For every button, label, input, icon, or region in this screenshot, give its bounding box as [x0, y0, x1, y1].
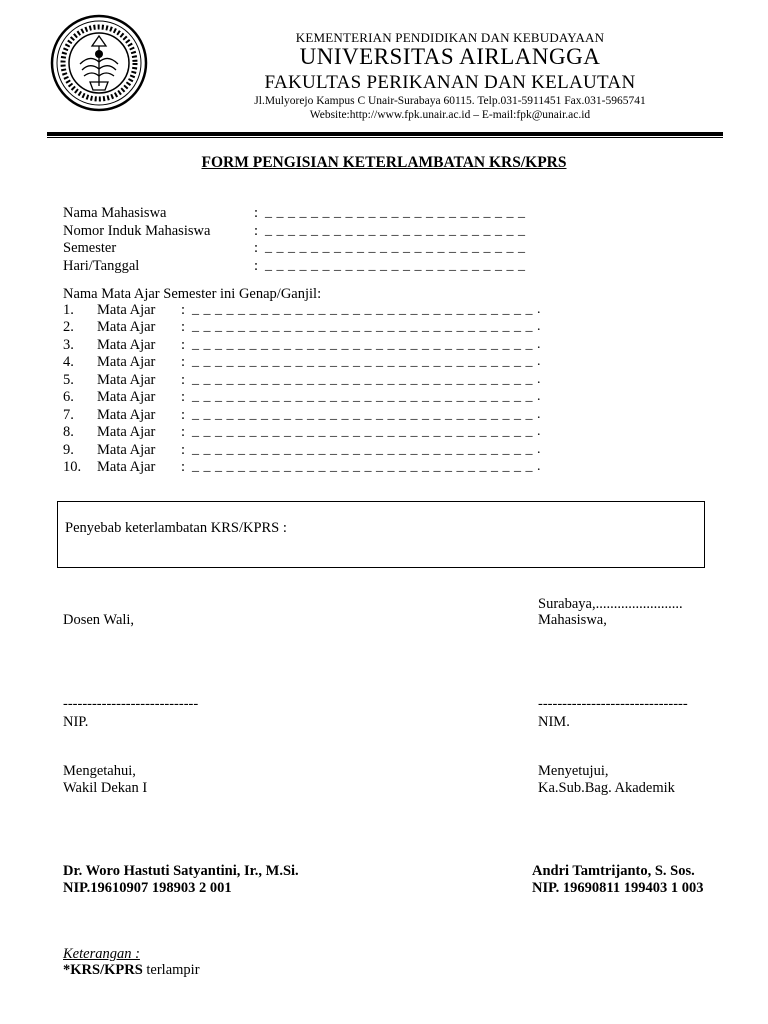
courses-heading: Nama Mata Ajar Semester ini Genap/Ganjil:: [63, 286, 322, 302]
notes-bold: *KRS/KPRS: [63, 962, 143, 978]
course-colon: :: [181, 442, 186, 458]
course-number: 7.: [63, 407, 74, 423]
reason-label: Penyebab keterlambatan KRS/KPRS :: [65, 520, 287, 536]
kasubbag-label: Ka.Sub.Bag. Akademik: [538, 780, 675, 796]
course-blank[interactable]: _ _ _ _ _ _ _ _ _ _ _ _ _ _ _ _ _ _ _ _ _ _ _ _ _ _ _ _ _ _ .: [192, 372, 541, 387]
faculty-name: FAKULTAS PERIKANAN DAN KELAUTAN: [264, 72, 636, 93]
dosen-wali-label: Dosen Wali,: [63, 612, 135, 628]
course-number: 1.: [63, 302, 74, 318]
course-blank[interactable]: _ _ _ _ _ _ _ _ _ _ _ _ _ _ _ _ _ _ _ _ _ _ _ _ _ _ _ _ _ _ .: [192, 389, 541, 404]
course-blank[interactable]: _ _ _ _ _ _ _ _ _ _ _ _ _ _ _ _ _ _ _ _ _ _ _ _ _ _ _ _ _ _ .: [192, 319, 541, 334]
course-blank[interactable]: _ _ _ _ _ _ _ _ _ _ _ _ _ _ _ _ _ _ _ _ _ _ _ _ _ _ _ _ _ _ .: [192, 424, 541, 439]
header-rule-thin: [47, 137, 723, 138]
course-label: Mata Ajar: [97, 354, 156, 370]
field-colon: :: [254, 205, 259, 221]
notes-rest: terlampir: [142, 962, 200, 978]
course-blank[interactable]: _ _ _ _ _ _ _ _ _ _ _ _ _ _ _ _ _ _ _ _ _ _ _ _ _ _ _ _ _ _ .: [192, 407, 541, 422]
course-blank[interactable]: _ _ _ _ _ _ _ _ _ _ _ _ _ _ _ _ _ _ _ _ _ _ _ _ _ _ _ _ _ _ .: [192, 302, 541, 317]
course-colon: :: [181, 354, 186, 370]
faculty-address: Jl.Mulyorejo Kampus C Unair-Surabaya 60115. Telp.031-5911451 Fax.031-5965741: [254, 95, 646, 107]
field-label: Nomor Induk Mahasiswa: [63, 223, 211, 239]
menyetujui-label: Menyetujui,: [538, 763, 609, 779]
place-date: Surabaya,........................: [538, 596, 683, 612]
course-colon: :: [181, 407, 186, 423]
right-signer-name: Andri Tamtrijanto, S. Sos.: [532, 863, 695, 879]
field-blank[interactable]: _ _ _ _ _ _ _ _ _ _ _ _ _ _ _ _ _ _ _ _ _ _ _: [265, 240, 526, 255]
university-name: UNIVERSITAS AIRLANGGA: [299, 44, 601, 69]
course-label: Mata Ajar: [97, 302, 156, 318]
field-colon: :: [254, 240, 259, 256]
field-colon: :: [254, 258, 259, 274]
course-colon: :: [181, 319, 186, 335]
course-label: Mata Ajar: [97, 319, 156, 335]
course-colon: :: [181, 337, 186, 353]
left-signer-name: Dr. Woro Hastuti Satyantini, Ir., M.Si.: [63, 863, 299, 879]
course-number: 3.: [63, 337, 74, 353]
field-blank[interactable]: _ _ _ _ _ _ _ _ _ _ _ _ _ _ _ _ _ _ _ _ _ _ _: [265, 205, 526, 220]
left-signer-nip: NIP.19610907 198903 2 001: [63, 880, 232, 896]
field-label: Hari/Tanggal: [63, 258, 140, 274]
right-signer-nip: NIP. 19690811 199403 1 003: [532, 880, 704, 896]
course-colon: :: [181, 459, 186, 475]
header-rule-thick: [47, 132, 723, 136]
course-label: Mata Ajar: [97, 389, 156, 405]
wakil-dekan-label: Wakil Dekan I: [63, 780, 148, 796]
mengetahui-label: Mengetahui,: [63, 763, 136, 779]
course-colon: :: [181, 302, 186, 318]
course-label: Mata Ajar: [97, 424, 156, 440]
course-colon: :: [181, 389, 186, 405]
field-colon: :: [254, 223, 259, 239]
course-blank[interactable]: _ _ _ _ _ _ _ _ _ _ _ _ _ _ _ _ _ _ _ _ _ _ _ _ _ _ _ _ _ _ .: [192, 459, 541, 474]
course-number: 2.: [63, 319, 74, 335]
faculty-website: Website:http://www.fpk.unair.ac.id – E-mail:fpk@unair.ac.id: [309, 109, 591, 121]
university-seal-icon: [50, 14, 148, 112]
mahasiswa-label: Mahasiswa,: [538, 612, 607, 628]
nim-label: NIM.: [538, 714, 570, 730]
course-blank[interactable]: _ _ _ _ _ _ _ _ _ _ _ _ _ _ _ _ _ _ _ _ _ _ _ _ _ _ _ _ _ _ .: [192, 442, 541, 457]
course-colon: :: [181, 424, 186, 440]
field-blank[interactable]: _ _ _ _ _ _ _ _ _ _ _ _ _ _ _ _ _ _ _ _ _ _ _: [265, 223, 526, 238]
right-signature-line: -------------------------------: [538, 696, 688, 712]
course-number: 9.: [63, 442, 74, 458]
course-number: 6.: [63, 389, 74, 405]
course-number: 8.: [63, 424, 74, 440]
field-label: Nama Mahasiswa: [63, 205, 167, 221]
course-label: Mata Ajar: [97, 442, 156, 458]
field-blank[interactable]: _ _ _ _ _ _ _ _ _ _ _ _ _ _ _ _ _ _ _ _ _ _ _: [265, 258, 526, 273]
course-label: Mata Ajar: [97, 407, 156, 423]
course-number: 4.: [63, 354, 74, 370]
notes-heading: Keterangan :: [63, 946, 140, 962]
notes-text: [63, 962, 200, 979]
course-number: 10.: [63, 459, 82, 475]
nip-label: NIP.: [63, 714, 89, 730]
ministry-name: KEMENTERIAN PENDIDIKAN DAN KEBUDAYAAN: [295, 30, 605, 45]
course-label: Mata Ajar: [97, 459, 156, 475]
course-colon: :: [181, 372, 186, 388]
course-label: Mata Ajar: [97, 372, 156, 388]
course-label: Mata Ajar: [97, 337, 156, 353]
form-title: FORM PENGISIAN KETERLAMBATAN KRS/KPRS: [201, 154, 567, 171]
course-blank[interactable]: _ _ _ _ _ _ _ _ _ _ _ _ _ _ _ _ _ _ _ _ _ _ _ _ _ _ _ _ _ _ .: [192, 337, 541, 352]
field-label: Semester: [63, 240, 117, 256]
course-blank[interactable]: _ _ _ _ _ _ _ _ _ _ _ _ _ _ _ _ _ _ _ _ _ _ _ _ _ _ _ _ _ _ .: [192, 354, 541, 369]
reason-box[interactable]: [57, 501, 705, 568]
course-number: 5.: [63, 372, 74, 388]
left-signature-line: ----------------------------: [63, 696, 199, 712]
